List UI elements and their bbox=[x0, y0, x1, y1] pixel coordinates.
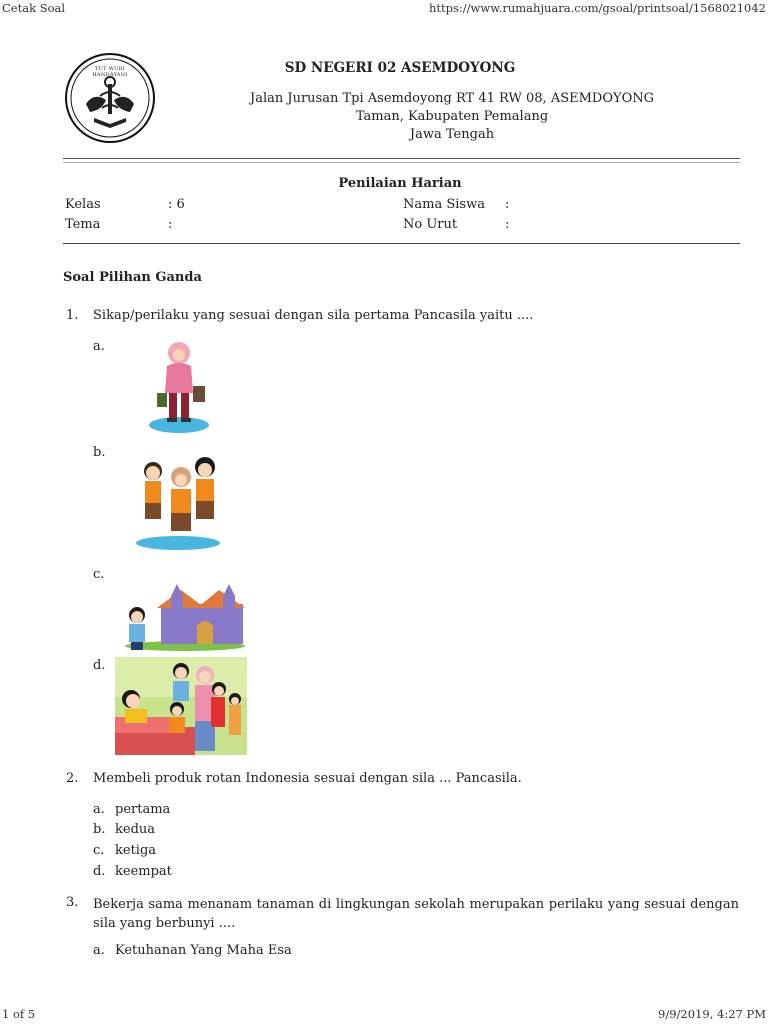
q2-option-d-letter: d. bbox=[93, 864, 106, 879]
no-urut-value: : bbox=[505, 217, 510, 232]
nama-siswa-value: : bbox=[505, 197, 510, 212]
question-2-number: 2. bbox=[66, 771, 79, 786]
tema-label: Tema bbox=[65, 217, 101, 232]
print-footer-page: 1 of 5 bbox=[2, 1007, 36, 1021]
q2-option-a-text: pertama bbox=[115, 802, 171, 817]
print-header-url: https://www.rumahjuara.com/gsoal/printsoal/1568021042 bbox=[429, 1, 766, 15]
girl-carrying-bags-illustration bbox=[145, 338, 215, 436]
school-logo bbox=[64, 52, 156, 144]
q1-option-d-letter: d. bbox=[93, 658, 106, 673]
question-1-text: Sikap/perilaku yang sesuai dengan sila pertama Pancasila yaitu .... bbox=[93, 308, 534, 323]
nama-siswa-label: Nama Siswa bbox=[403, 197, 485, 212]
header-divider-top bbox=[63, 158, 740, 159]
q2-option-b-text: kedua bbox=[115, 822, 156, 837]
section-title: Soal Pilihan Ganda bbox=[63, 270, 202, 285]
print-footer-datetime: 9/9/2019, 4:27 PM bbox=[658, 1007, 766, 1021]
q3-option-a-text: Ketuhanan Yang Maha Esa bbox=[115, 943, 292, 958]
question-2-text: Membeli produk rotan Indonesia sesuai dengan sila ... Pancasila. bbox=[93, 771, 522, 786]
print-header-title: Cetak Soal bbox=[2, 1, 66, 15]
q2-option-d-text: keempat bbox=[115, 864, 172, 879]
header-divider-bottom bbox=[63, 162, 740, 163]
no-urut-label: No Urut bbox=[403, 217, 458, 232]
q2-option-b-letter: b. bbox=[93, 822, 106, 837]
q2-option-c-letter: c. bbox=[93, 843, 105, 858]
info-divider bbox=[63, 243, 740, 244]
q1-option-c-letter: c. bbox=[93, 567, 105, 582]
q1-option-b-letter: b. bbox=[93, 445, 106, 460]
boy-praying-church-illustration bbox=[123, 582, 247, 652]
kelas-label: Kelas bbox=[65, 197, 101, 212]
address-line-2: Taman, Kabupaten Pemalang bbox=[355, 109, 549, 124]
logo-motto: TUT WURI HANDAYANI bbox=[92, 66, 128, 78]
q3-option-a-letter: a. bbox=[93, 943, 105, 958]
address-line-3: Jawa Tengah bbox=[409, 127, 495, 142]
q2-option-a-letter: a. bbox=[93, 802, 105, 817]
question-3-text: Bekerja sama menanam tanaman di lingkungan sekolah merupakan perilaku yang sesuai dengan sila yang berbunyi .... bbox=[93, 897, 739, 931]
q2-option-c-text: ketiga bbox=[115, 843, 157, 858]
school-name: SD NEGERI 02 ASEMDOYONG bbox=[284, 60, 516, 76]
kelas-value: : 6 bbox=[168, 197, 185, 212]
family-visiting-sick-illustration bbox=[115, 657, 247, 755]
q1-option-a-letter: a. bbox=[93, 339, 105, 354]
address-line-1: Jalan Jurusan Tpi Asemdoyong RT 41 RW 08, ASEMDOYONG bbox=[250, 91, 654, 106]
tema-value: : bbox=[168, 217, 173, 232]
three-girls-illustration bbox=[133, 455, 223, 551]
exam-title: Penilaian Harian bbox=[338, 176, 462, 191]
question-1-number: 1. bbox=[66, 308, 79, 323]
question-3-number: 3. bbox=[66, 895, 79, 910]
